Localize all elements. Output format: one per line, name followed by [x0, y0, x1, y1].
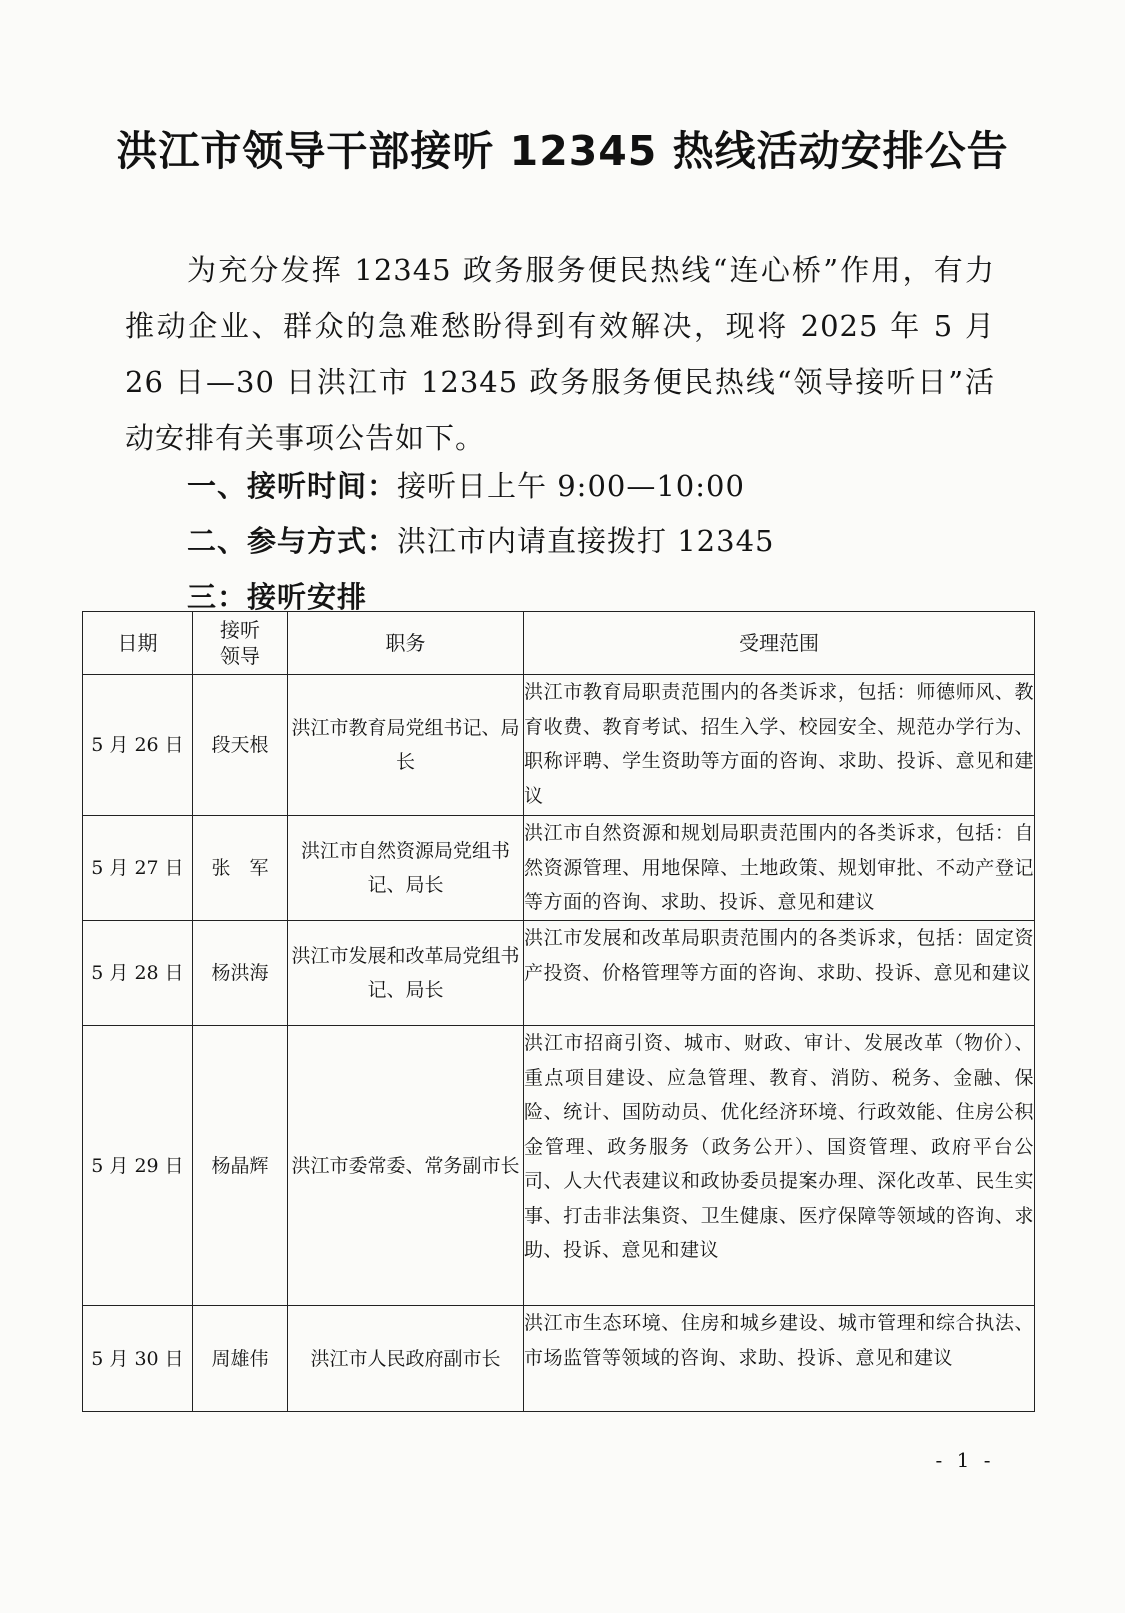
item-heading: 三：接听安排	[187, 580, 368, 614]
cell-leader: 杨洪海	[193, 921, 288, 1026]
item-heading: 一、接听时间：	[187, 469, 398, 503]
cell-leader: 张 军	[193, 816, 288, 921]
header-date: 日期	[83, 612, 193, 675]
cell-date: 5 月 29 日	[83, 1026, 193, 1306]
cell-leader: 段天根	[193, 675, 288, 816]
intro-paragraph: 为充分发挥 12345 政务服务便民热线“连心桥”作用，有力推动企业、群众的急难愁盼得到有效解决，现将 2025 年 5 月 26 日—30 日洪江市 12345 政务服务便民热线“领导接听日”活动安排有关事项公告如下。	[125, 253, 995, 455]
page-number: - 1 -	[935, 1448, 995, 1472]
table-header-row	[83, 612, 1035, 675]
schedule-table	[82, 611, 1035, 1412]
header-position: 职务	[288, 612, 524, 675]
table-row	[83, 1026, 1035, 1306]
header-leader	[193, 612, 288, 675]
cell-leader: 杨晶辉	[193, 1026, 288, 1306]
cell-position: 洪江市人民政府副市长	[288, 1306, 524, 1412]
item-heading: 二、参与方式：	[187, 524, 398, 558]
cell-scope: 洪江市生态环境、住房和城乡建设、城市管理和综合执法、市场监管等领域的咨询、求助、投诉、意见和建议	[524, 1306, 1035, 1412]
item-text: 接听日上午 9:00—10:00	[397, 469, 745, 503]
document-title: 洪江市领导干部接听 12345 热线活动安排公告	[116, 127, 1009, 175]
cell-scope: 洪江市发展和改革局职责范围内的各类诉求，包括：固定资产投资、价格管理等方面的咨询、求助、投诉、意见和建议	[524, 921, 1035, 1026]
cell-scope: 洪江市招商引资、城市、财政、审计、发展改革（物价）、重点项目建设、应急管理、教育、消防、税务、金融、保险、统计、国防动员、优化经济环境、行政效能、住房公积金管理、政务服务（政务公开）、国资管理、政府平台公司、人大代表建议和政协委员提案办理、深化改革、民生实事、打击非法集资、卫生健康、医疗保障等领域的咨询、求助、投诉、意见和建议	[524, 1026, 1035, 1306]
cell-date: 5 月 27 日	[83, 816, 193, 921]
header-scope: 受理范围	[524, 612, 1035, 675]
item-participation	[187, 519, 775, 560]
cell-date: 5 月 28 日	[83, 921, 193, 1026]
table-row	[83, 675, 1035, 816]
item-answer-time	[187, 464, 745, 505]
header-leader-line1: 接听	[220, 618, 260, 642]
cell-leader: 周雄伟	[193, 1306, 288, 1412]
cell-scope: 洪江市教育局职责范围内的各类诉求，包括：师德师风、教育收费、教育考试、招生入学、校园安全、规范办学行为、职称评聘、学生资助等方面的咨询、求助、投诉、意见和建议	[524, 675, 1035, 816]
cell-scope: 洪江市自然资源和规划局职责范围内的各类诉求，包括：自然资源管理、用地保障、土地政策、规划审批、不动产登记等方面的咨询、求助、投诉、意见和建议	[524, 816, 1035, 921]
header-leader-line2: 领导	[220, 644, 260, 668]
cell-position: 洪江市教育局党组书记、局长	[288, 675, 524, 816]
cell-position: 洪江市自然资源局党组书记、局长	[288, 816, 524, 921]
cell-position: 洪江市发展和改革局党组书记、局长	[288, 921, 524, 1026]
cell-date: 5 月 30 日	[83, 1306, 193, 1412]
cell-position: 洪江市委常委、常务副市长	[288, 1026, 524, 1306]
item-text: 洪江市内请直接拨打 12345	[397, 524, 775, 558]
table-row	[83, 816, 1035, 921]
item-schedule	[187, 575, 367, 616]
table-row	[83, 1306, 1035, 1412]
table-row	[83, 921, 1035, 1026]
cell-date: 5 月 26 日	[83, 675, 193, 816]
